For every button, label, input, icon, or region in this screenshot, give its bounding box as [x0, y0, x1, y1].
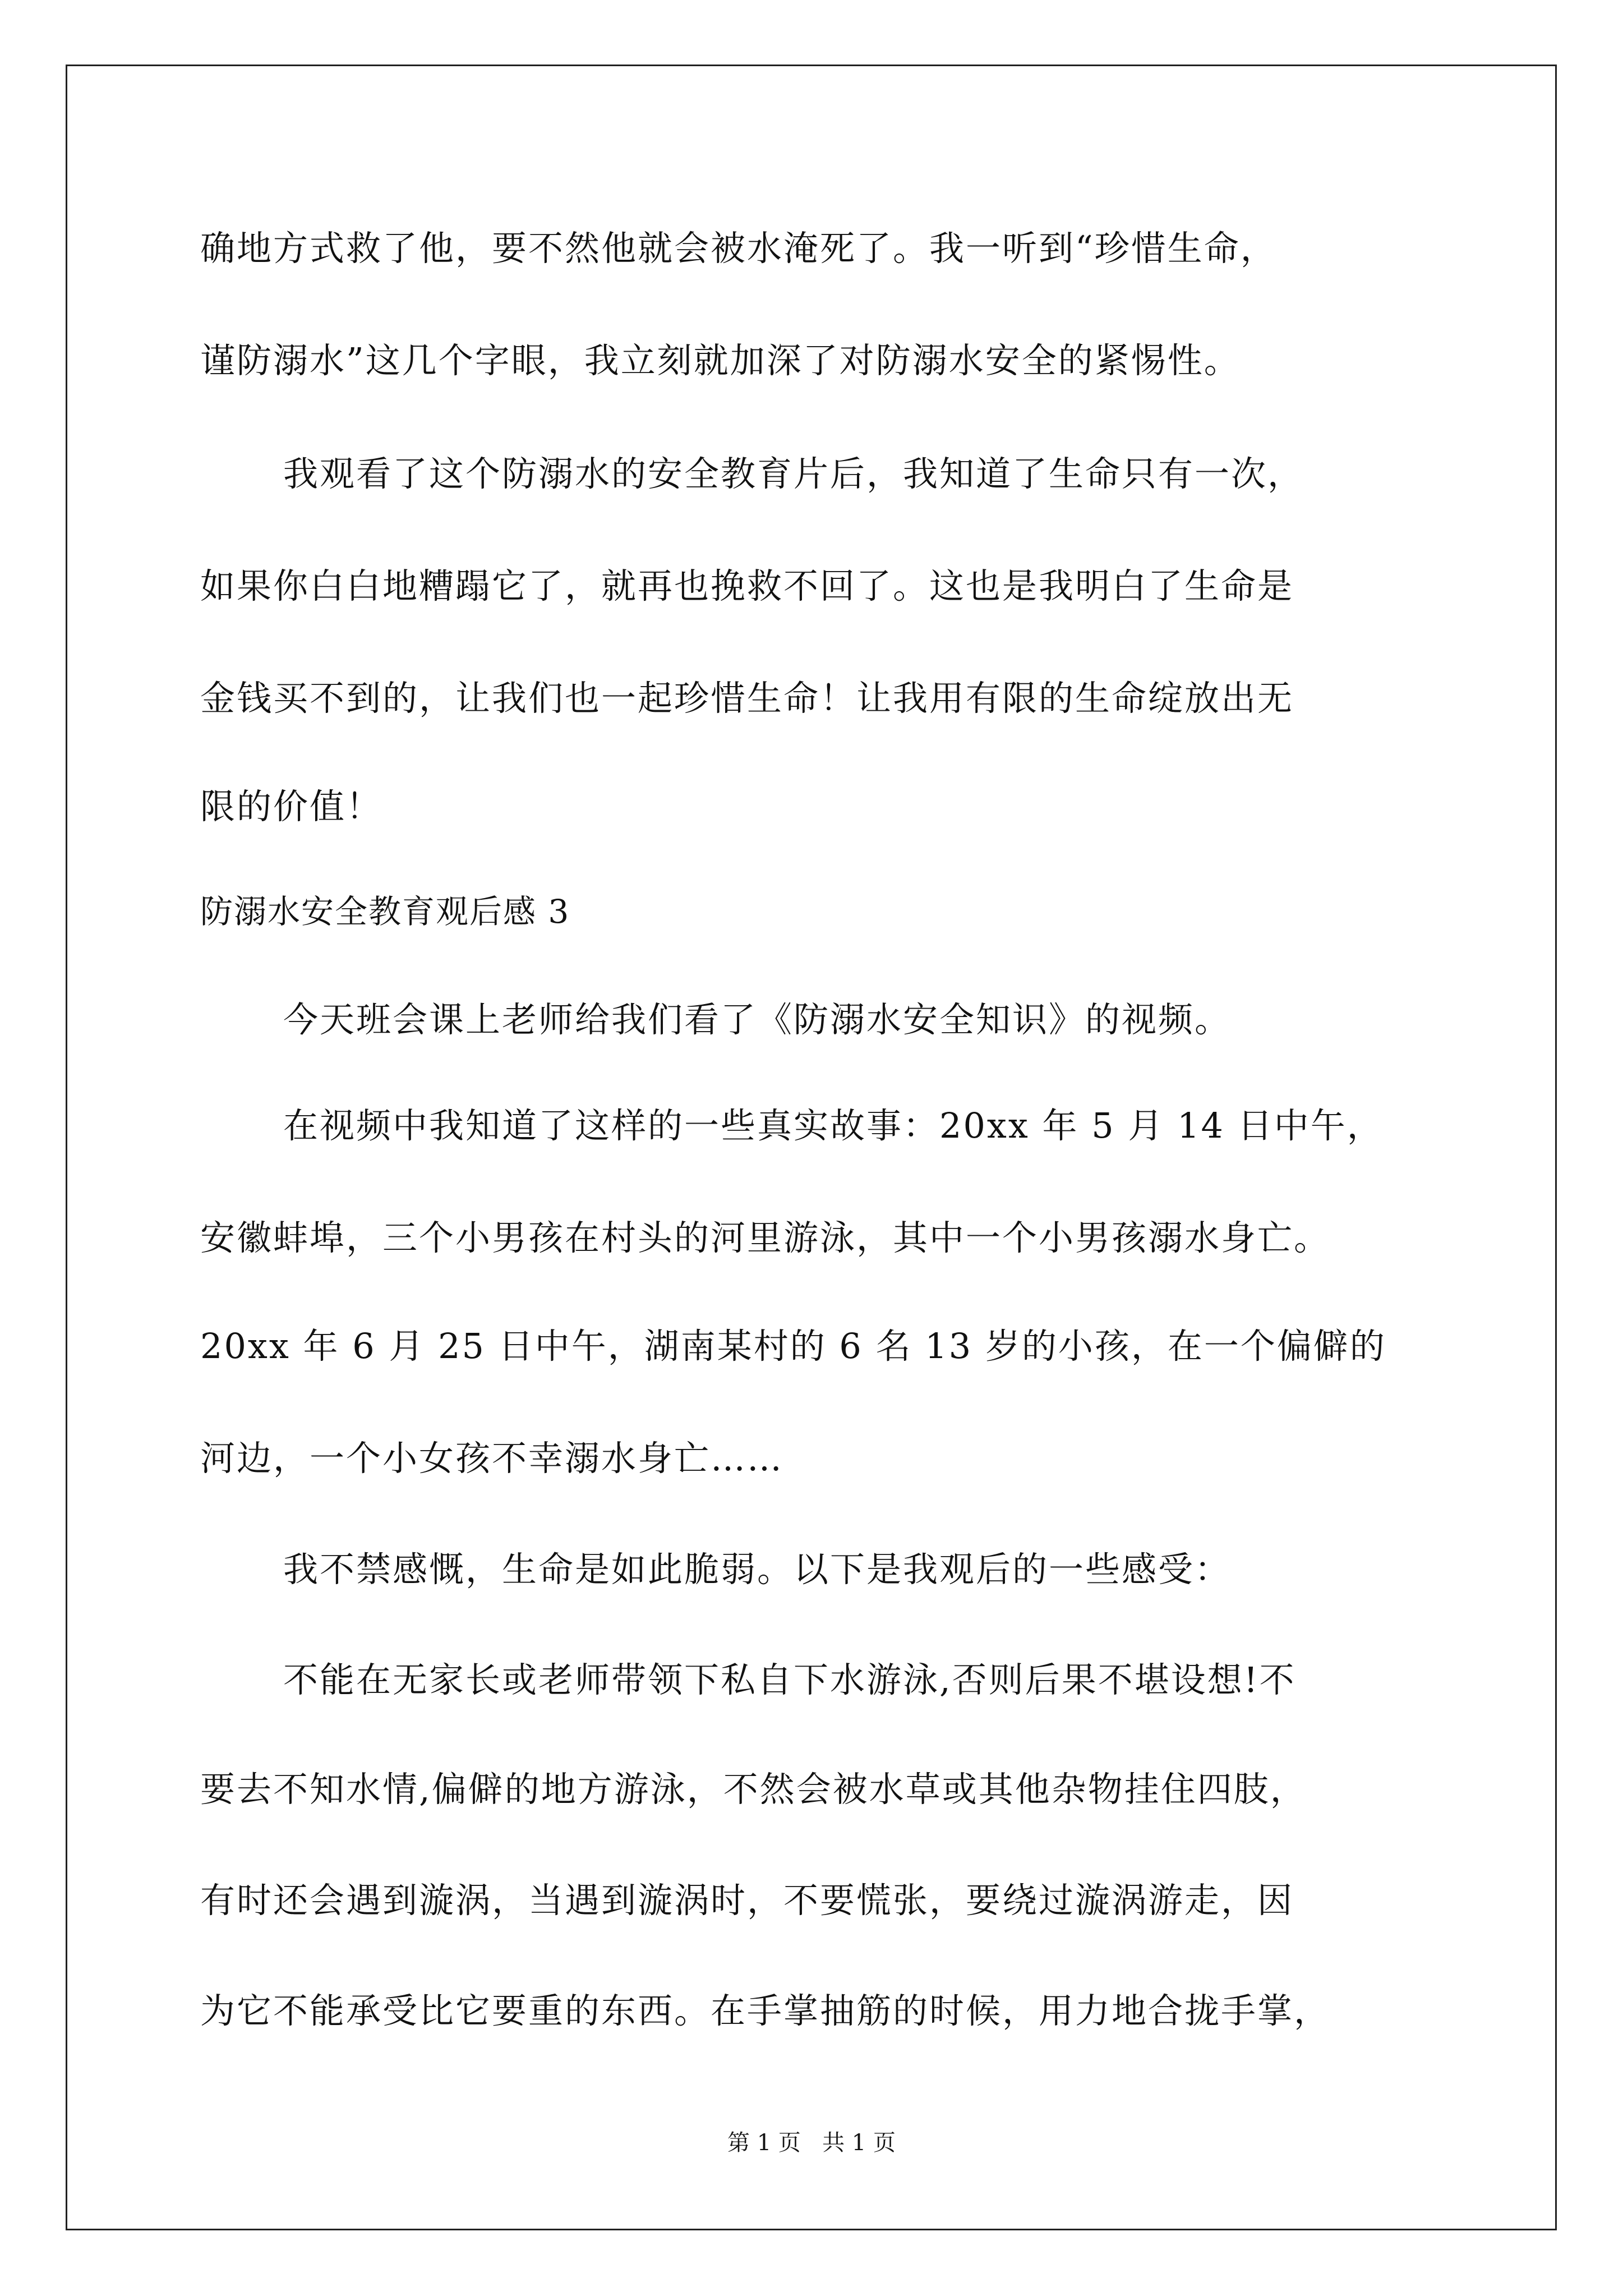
- paragraph-start-line: 不能在无家长或老师带领下私自下水游泳,否则后果不堪设想!不: [283, 1659, 1296, 1700]
- section-heading: 防溺水安全教育观后感 3: [200, 892, 570, 931]
- text-line: 金钱买不到的，让我们也一起珍惜生命！让我用有限的生命绽放出无: [200, 678, 1294, 719]
- text-line: 谨防溺水”这几个字眼，我立刻就加深了对防溺水安全的紧惕性。: [200, 340, 1241, 381]
- text-line: 为它不能承受比它要重的东西。在手掌抽筋的时候，用力地合拢手掌，: [200, 1990, 1331, 2031]
- text-line: 安徽蚌埠，三个小男孩在村头的河里游泳，其中一个小男孩溺水身亡。: [200, 1217, 1331, 1258]
- paragraph-start-line: 我不禁感慨，生命是如此脆弱。以下是我观后的一些感受：: [283, 1549, 1232, 1590]
- paragraph-start-line: 我观看了这个防溺水的安全教育片后，我知道了生命只有一次，: [283, 453, 1304, 494]
- page-number-footer: 第 1 页 共 1 页: [727, 2130, 896, 2156]
- text-line: 河边，一个小女孩不幸溺水身亡……: [200, 1438, 784, 1479]
- text-line: 限的价值！: [200, 786, 383, 827]
- paragraph-start-line: 今天班会课上老师给我们看了《防溺水安全知识》的视频。: [283, 999, 1232, 1040]
- text-line: 要去不知水情,偏僻的地方游泳，不然会被水草或其他杂物挂住四肢，: [200, 1769, 1307, 1810]
- paragraph-start-line: 在视频中我知道了这样的一些真实故事：20xx 年 5 月 14 日中午，: [283, 1105, 1384, 1146]
- text-line: 确地方式救了他，要不然他就会被水淹死了。我一听到“珍惜生命，: [200, 228, 1277, 269]
- text-line: 20xx 年 6 月 25 日中午，湖南某村的 6 名 13 岁的小孩，在一个偏僻的: [200, 1326, 1386, 1366]
- text-line: 如果你白白地糟蹋它了，就再也挽救不回了。这也是我明白了生命是: [200, 565, 1294, 606]
- text-line: 有时还会遇到漩涡，当遇到漩涡时，不要慌张，要绕过漩涡游走，因: [200, 1880, 1294, 1921]
